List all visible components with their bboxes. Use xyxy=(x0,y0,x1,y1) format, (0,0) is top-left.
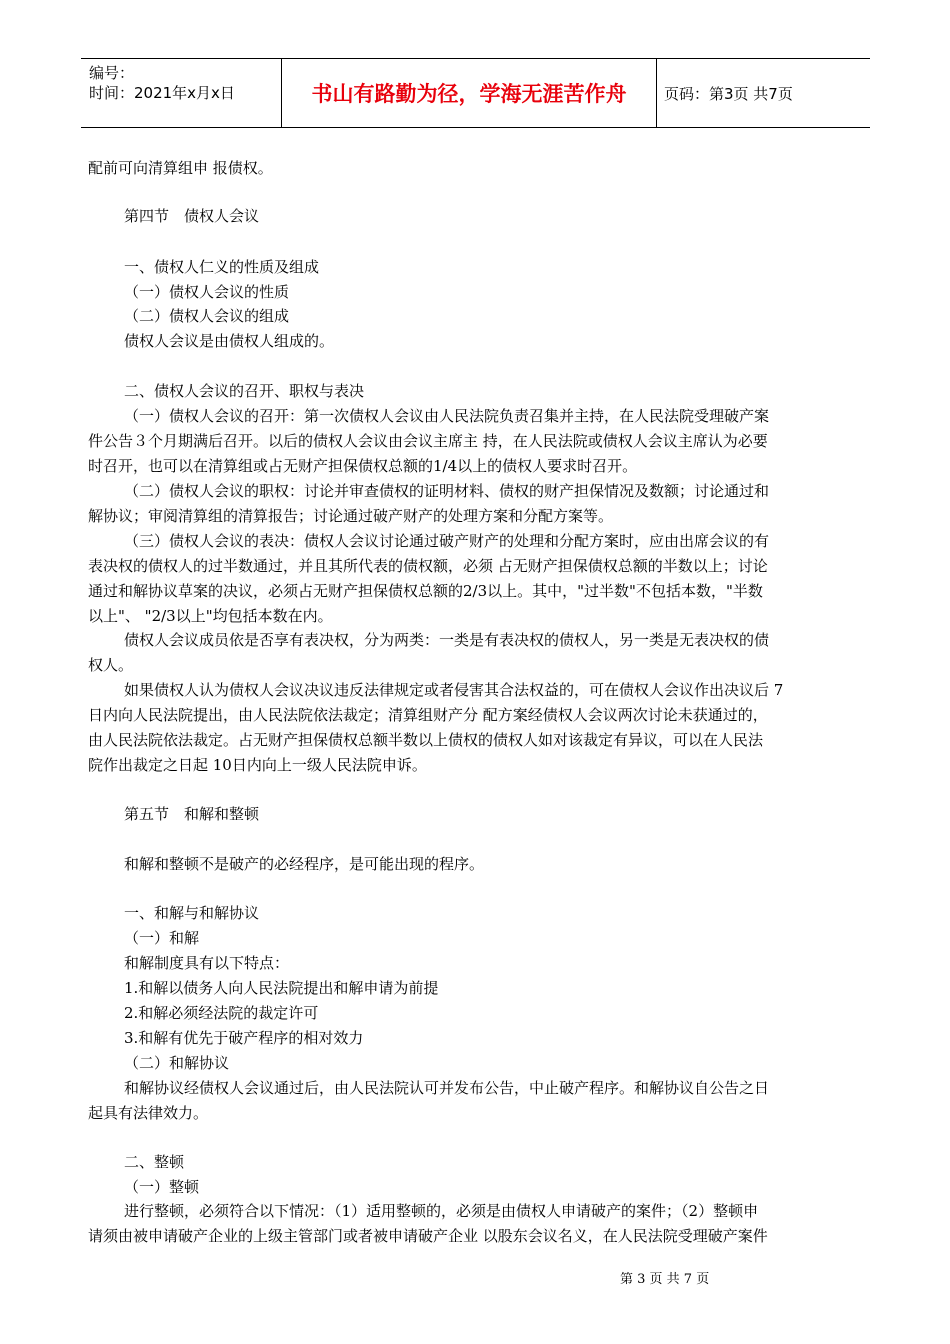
doc-number-label: 编号： xyxy=(89,64,135,82)
list-item: 1.和解以债务人向人民法院提出和解申请为前提 xyxy=(124,979,439,997)
text-line: 请须由被申请破产企业的上级主管部门或者被申请破产企业 以股东会议名义，在人民法院受理破产案件 xyxy=(88,1227,768,1245)
text-line: 件公告３个月期满后召开。以后的债权人会议由会议主席主 持，在人民法院或债权人会议主席认为必要 xyxy=(88,432,768,450)
header-motto: 书山有路勤为径，学海无涯苦作舟 xyxy=(281,59,657,127)
text-line: （一）债权人会议的召开：第一次债权人会议由人民法院负责召集并主持，在人民法院受理破产案 xyxy=(124,407,770,425)
text-line: 起具有法律效力。 xyxy=(88,1104,209,1122)
subheading: （一）和解 xyxy=(124,929,200,947)
text-line: 由人民法院依法裁定。占无财产担保债权总额半数以上债权的债权人如对该裁定有异议，可以在人民法 xyxy=(88,731,764,749)
page-header xyxy=(81,58,870,128)
text-line: （二）债权人会议的职权：讨论并审查债权的证明材料、债权的财产担保情况及数额；讨论通过和 xyxy=(124,482,770,500)
text-line: 以上"、 "2/3以上"均包括本数在内。 xyxy=(88,607,333,625)
text-line: 和解制度具有以下特点： xyxy=(124,954,290,972)
subheading: （一）债权人会议的性质 xyxy=(124,283,290,301)
subheading: 一、债权人仁义的性质及组成 xyxy=(124,258,320,276)
subheading: 二、整顿 xyxy=(124,1153,185,1171)
header-meta xyxy=(81,59,281,127)
text-line: 时召开，也可以在清算组或占无财产担保债权总额的1/4以上的债权人要求时召开。 xyxy=(88,457,638,475)
text-line: 院作出裁定之日起 10日内向上一级人民法院申诉。 xyxy=(88,756,427,774)
text-line: 如果债权人认为债权人会议决议违反法律规定或者侵害其合法权益的，可在债权人会议作出决议后 7 xyxy=(124,681,784,699)
list-item: 3.和解有优先于破产程序的相对效力 xyxy=(124,1029,364,1047)
text-line: 债权人会议成员依是否享有表决权，分为两类：一类是有表决权的债权人，另一类是无表决权的债 xyxy=(124,631,770,649)
text-line: 表决权的债权人的过半数通过，并且其所代表的债权额，必须 占无财产担保债权总额的半数以上；讨论 xyxy=(88,557,768,575)
page-footer: 第 3 页 共 7 页 xyxy=(620,1272,710,1287)
text-line: 和解协议经债权人会议通过后，由人民法院认可并发布公告，中止破产程序。和解协议自公告之日 xyxy=(124,1079,770,1097)
text-line: 和解和整顿不是破产的必经程序，是可能出现的程序。 xyxy=(124,855,485,873)
subheading: （二）和解协议 xyxy=(124,1054,230,1072)
doc-time-label: 时间：2021年x月x日 xyxy=(89,84,235,102)
section-heading: 第五节 和解和整顿 xyxy=(124,805,260,823)
list-item: 2.和解必须经法院的裁定许可 xyxy=(124,1004,319,1022)
section-heading: 第四节 债权人会议 xyxy=(124,207,260,225)
text-line: 解协议；审阅清算组的清算报告；讨论通过破产财产的处理方案和分配方案等。 xyxy=(88,507,614,525)
header-page-label: 页码：第3页 共7页 xyxy=(664,84,793,103)
text-line: 权人。 xyxy=(88,656,134,674)
text-line: 配前可向清算组申 报债权。 xyxy=(88,159,273,177)
subheading: （二）债权人会议的组成 xyxy=(124,307,290,325)
text-line: 通过和解协议草案的决议，必须占无财产担保债权总额的2/3以上。其中，"过半数"不包括本数，"半数 xyxy=(88,582,763,600)
subheading: （一）整顿 xyxy=(124,1178,200,1196)
text-line: 日内向人民法院提出，由人民法院依法裁定；清算组财产分 配方案经债权人会议两次讨论未获通过的， xyxy=(88,706,768,724)
text-line: 债权人会议是由债权人组成的。 xyxy=(124,332,335,350)
subheading: 二、债权人会议的召开、职权与表决 xyxy=(124,382,365,400)
subheading: 一、和解与和解协议 xyxy=(124,904,260,922)
text-line: （三）债权人会议的表决：债权人会议讨论通过破产财产的处理和分配方案时，应由出席会议的有 xyxy=(124,532,770,550)
text-line: 进行整顿，必须符合以下情况：（1）适用整顿的，必须是由债权人申请破产的案件；（2）整顿申 xyxy=(124,1202,759,1220)
